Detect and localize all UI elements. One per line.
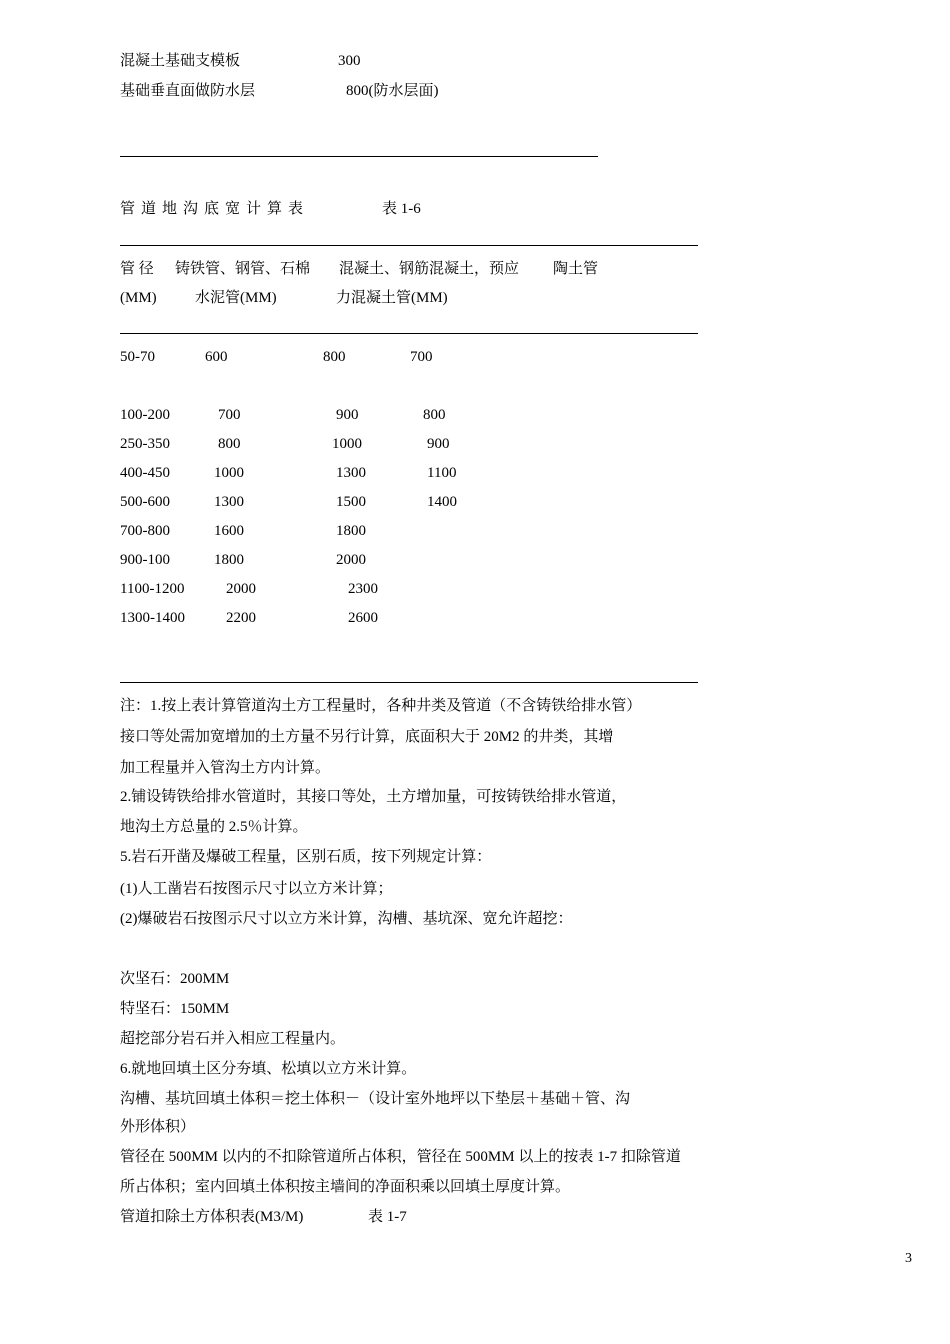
cell-concrete: 2000 (336, 552, 366, 568)
table-1-6-top-rule (120, 245, 698, 246)
cell-concrete: 2300 (348, 581, 378, 597)
intro-value-waterproof: 800(防水层面) (346, 83, 439, 99)
table-1-7-title: 管道扣除土方体积表(M3/M) (120, 1209, 304, 1225)
header-cast-iron: 铸铁管、钢管、石棉 (175, 261, 311, 277)
table-1-7-number: 表 1-7 (368, 1209, 407, 1225)
overdig-line: 管径在 500MM 以内的不扣除管道所占体积，管径在 500MM 以上的按表 1-7 扣除管道 (120, 1149, 681, 1165)
cell-concrete: 900 (336, 407, 359, 423)
cell-ceramic: 1400 (427, 494, 457, 510)
table-1-6-number: 表 1-6 (382, 201, 421, 217)
note-line: 2.铺设铸铁给排水管道时，其接口等处，土方增加量，可按铸铁给排水管道， (120, 789, 627, 805)
cell-ceramic: 1100 (427, 465, 457, 481)
cell-concrete: 800 (323, 349, 346, 365)
table-1-6-header-rule (120, 333, 698, 334)
intro-label-formwork: 混凝土基础支模板 (120, 53, 241, 69)
page-number: 3 (905, 1251, 912, 1266)
table-1-6-title: 管道地沟底宽计算表 (120, 201, 310, 217)
header-unit: (MM) (120, 290, 157, 306)
cell-cast-iron: 2000 (226, 581, 256, 597)
overdig-line: 超挖部分岩石并入相应工程量内。 (120, 1031, 346, 1047)
cell-diameter: 400-450 (120, 465, 170, 481)
header-prestressed: 力混凝土管(MM) (336, 290, 448, 306)
overdig-line: 沟槽、基坑回填土体积＝挖土体积－（设计室外地坪以下垫层＋基础＋管、沟 (120, 1091, 631, 1107)
overdig-line: 特坚石：150MM (120, 1001, 230, 1017)
note-line: (1)人工凿岩石按图示尺寸以立方米计算； (120, 881, 393, 897)
cell-cast-iron: 800 (218, 436, 241, 452)
divider-rule (120, 156, 598, 157)
overdig-line: 外形体积） (120, 1119, 196, 1135)
cell-cast-iron: 600 (205, 349, 228, 365)
cell-cast-iron: 1800 (214, 552, 244, 568)
cell-concrete: 1000 (332, 436, 362, 452)
intro-value-formwork: 300 (338, 53, 361, 69)
cell-diameter: 1100-1200 (120, 581, 185, 597)
cell-diameter: 250-350 (120, 436, 170, 452)
overdig-line: 次坚石：200MM (120, 971, 230, 987)
cell-concrete: 1800 (336, 523, 366, 539)
cell-ceramic: 700 (410, 349, 433, 365)
cell-diameter: 900-100 (120, 552, 170, 568)
cell-cast-iron: 2200 (226, 610, 256, 626)
cell-diameter: 50-70 (120, 349, 155, 365)
cell-cast-iron: 700 (218, 407, 241, 423)
cell-concrete: 2600 (348, 610, 378, 626)
header-cement-pipe: 水泥管(MM) (195, 290, 277, 306)
table-1-6-bottom-rule (120, 682, 698, 683)
note-line: 接口等处需加宽增加的土方量不另行计算，底面积大于 20M2 的井类，其增 (120, 729, 614, 745)
cell-cast-iron: 1000 (214, 465, 244, 481)
header-ceramic: 陶土管 (553, 261, 599, 277)
cell-concrete: 1500 (336, 494, 366, 510)
intro-label-waterproof: 基础垂直面做防水层 (120, 83, 256, 99)
cell-diameter: 1300-1400 (120, 610, 185, 626)
cell-diameter: 100-200 (120, 407, 170, 423)
cell-ceramic: 800 (423, 407, 446, 423)
cell-diameter: 500-600 (120, 494, 170, 510)
cell-cast-iron: 1600 (214, 523, 244, 539)
note-line: 注：1.按上表计算管道沟土方工程量时，各种井类及管道（不含铸铁给排水管） (120, 698, 642, 714)
cell-diameter: 700-800 (120, 523, 170, 539)
note-line: 地沟土方总量的 2.5％计算。 (120, 819, 308, 835)
header-pipe-diameter: 管 径 (120, 261, 154, 277)
note-line: 5.岩石开凿及爆破工程量，区别石质，按下列规定计算： (120, 849, 492, 865)
overdig-line: 所占体积；室内回填土体积按主墙间的净面积乘以回填土厚度计算。 (120, 1179, 571, 1195)
overdig-line: 6.就地回填土区分夯填、松填以立方米计算。 (120, 1061, 417, 1077)
header-concrete: 混凝土、钢筋混凝土，预应 (339, 261, 520, 277)
cell-cast-iron: 1300 (214, 494, 244, 510)
cell-ceramic: 900 (427, 436, 450, 452)
note-line: (2)爆破岩石按图示尺寸以立方米计算，沟槽、基坑深、宽允许超挖： (120, 911, 573, 927)
cell-concrete: 1300 (336, 465, 366, 481)
note-line: 加工程量并入管沟土方内计算。 (120, 760, 331, 776)
